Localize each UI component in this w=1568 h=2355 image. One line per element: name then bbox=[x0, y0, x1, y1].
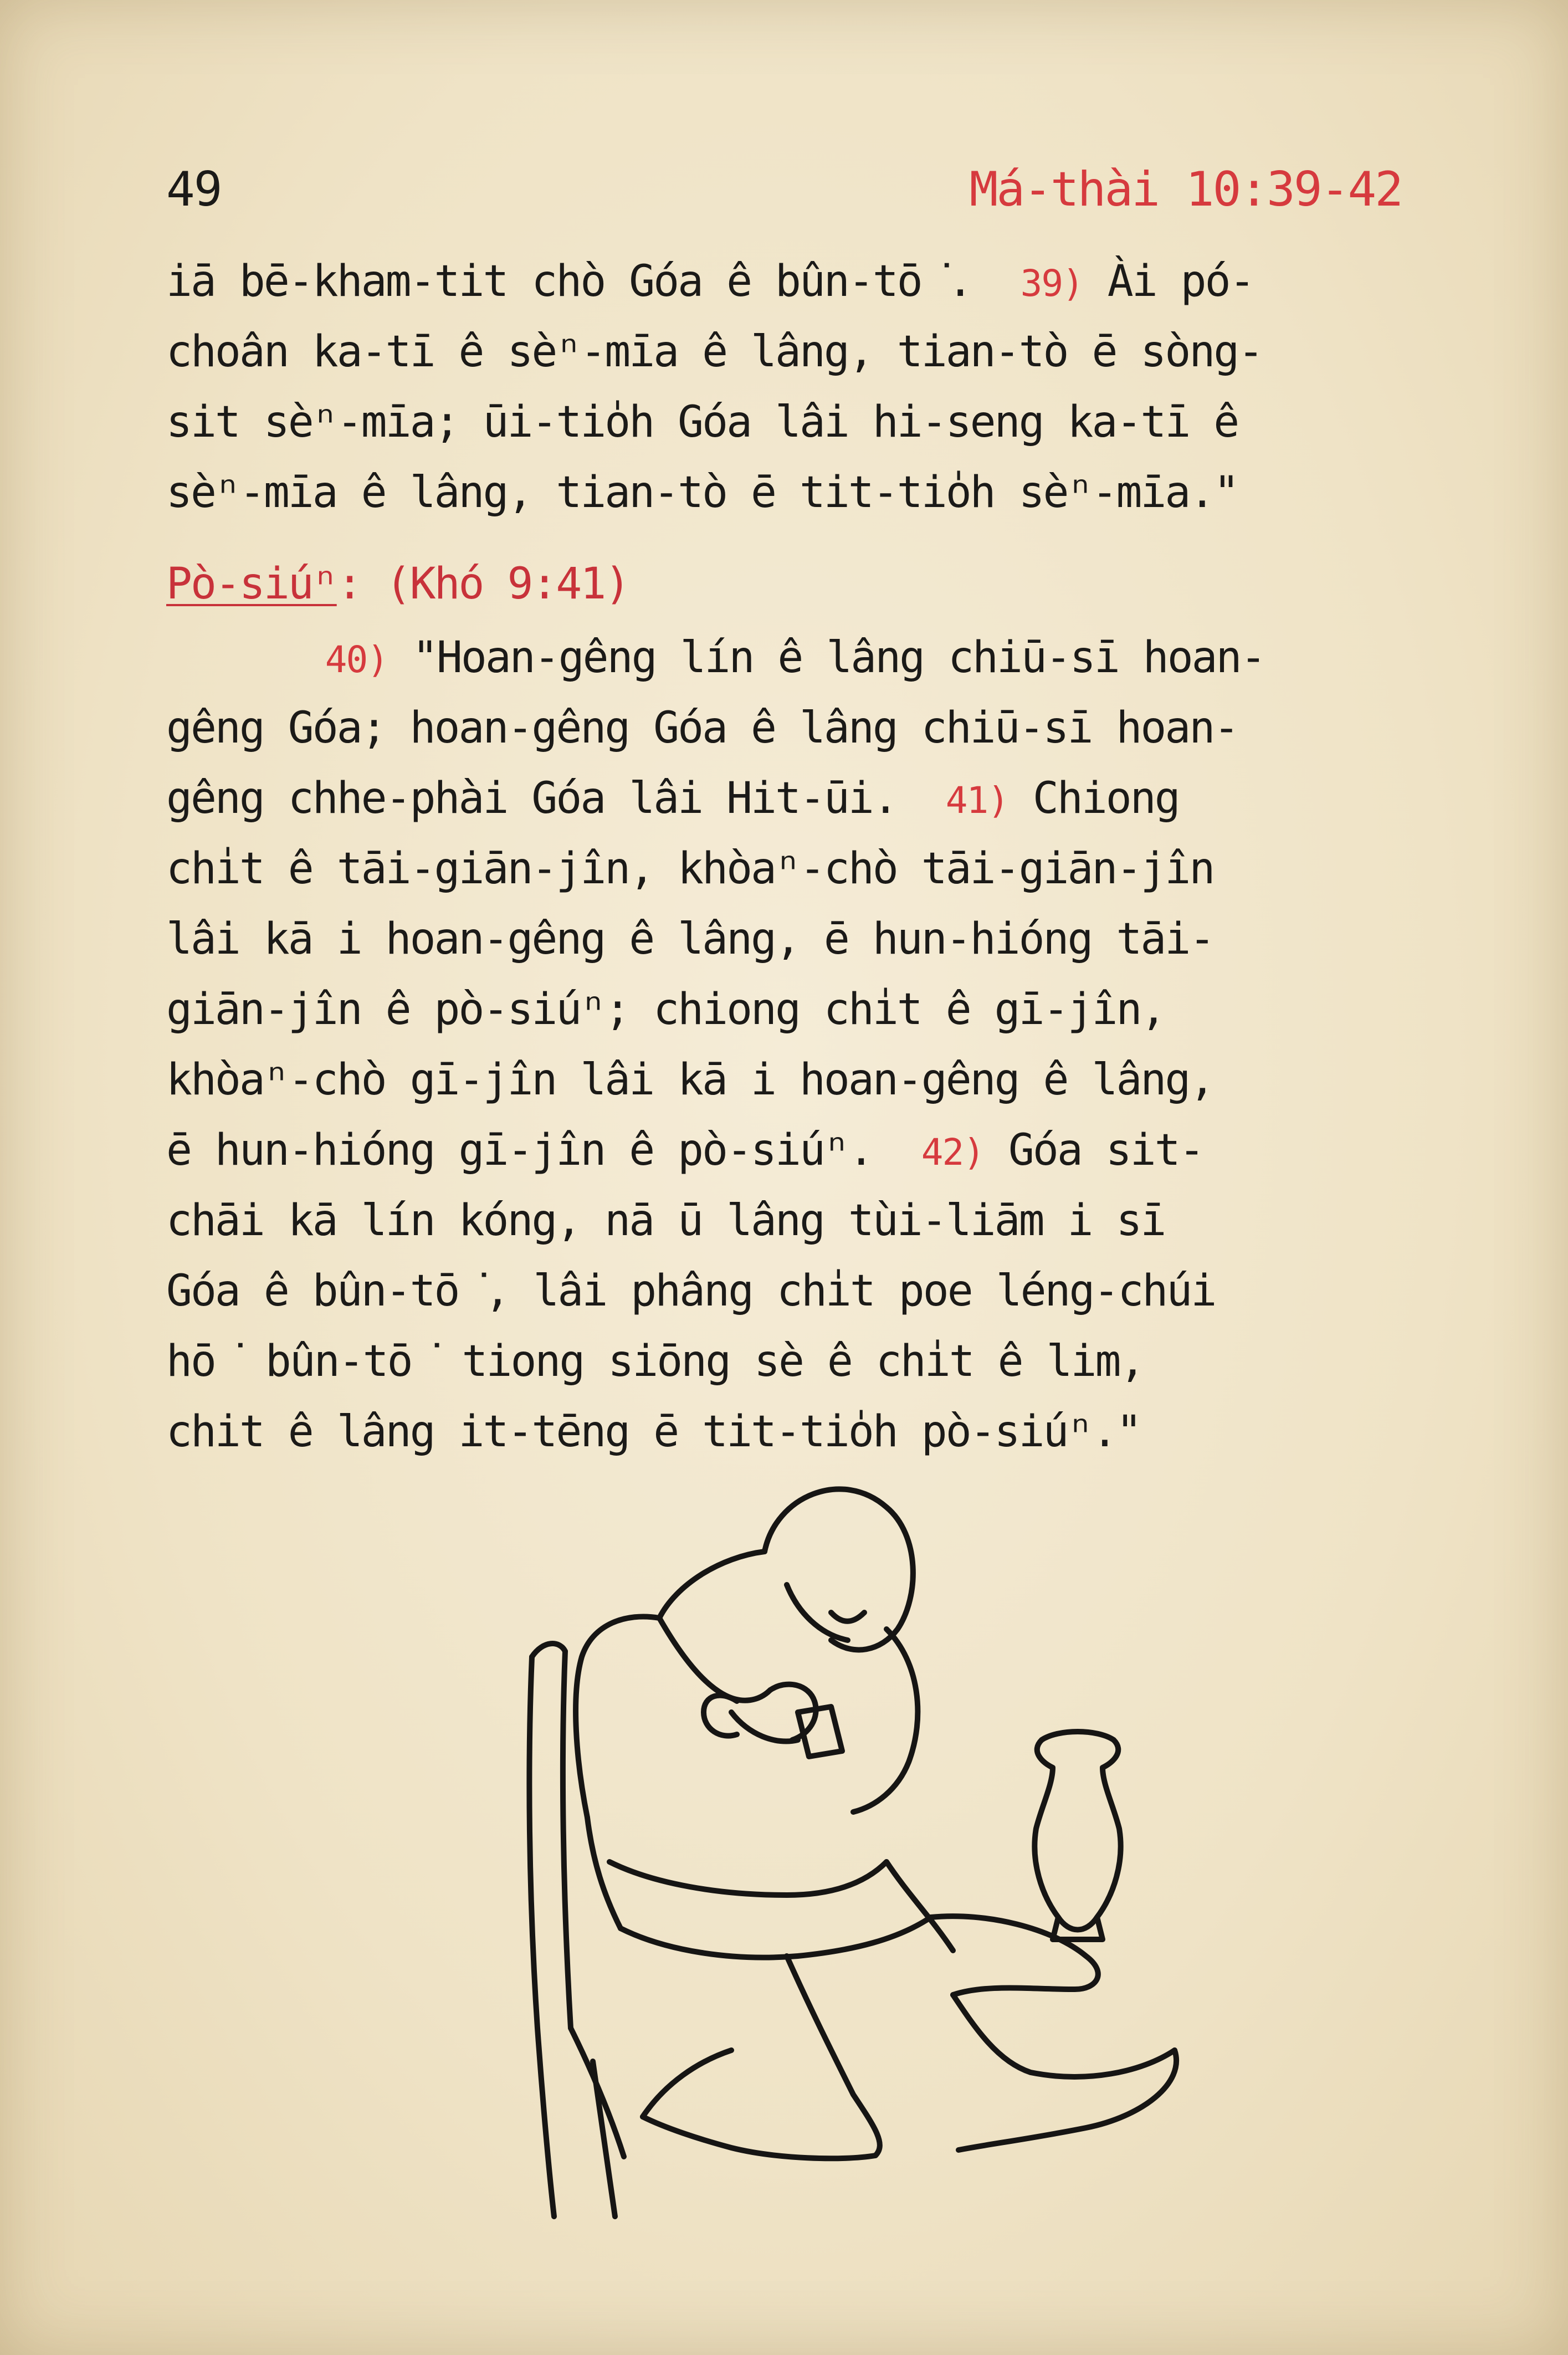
text-line bbox=[166, 764, 1441, 834]
text-span: lâi kā i hoan-gêng ê lâng, ē hun-hióng tāi- bbox=[166, 914, 1214, 964]
text-span: khòaⁿ-chò gī-jîn lâi kā i hoan-gêng ê lâng, bbox=[166, 1055, 1214, 1105]
verse-number: 41) bbox=[945, 779, 1008, 822]
text-line bbox=[166, 623, 1441, 693]
verse-number: 40) bbox=[325, 638, 388, 681]
scripture-text bbox=[166, 247, 1441, 1467]
text-line bbox=[166, 1256, 1441, 1327]
text-span: iā bē-kham-tit chò Góa ê bûn-tō͘. bbox=[166, 257, 1021, 306]
text-span: chāi kā lín kóng, nā ū lâng tùi-liām i sī bbox=[166, 1196, 1165, 1246]
text-line bbox=[166, 1115, 1441, 1186]
text-line bbox=[166, 1397, 1441, 1467]
text-span: gêng Góa; hoan-gêng Góa ê lâng chiū-sī hoan- bbox=[166, 703, 1238, 753]
text-line bbox=[166, 975, 1441, 1045]
text-span: ē hun-hióng gī-jîn ê pò-siúⁿ. bbox=[166, 1125, 921, 1175]
text-line bbox=[166, 317, 1441, 387]
text-line bbox=[166, 1045, 1441, 1115]
seated-figure-with-vase-illustration bbox=[499, 1474, 1285, 2250]
text-line bbox=[166, 458, 1441, 528]
text-span: Ài pó- bbox=[1083, 257, 1254, 306]
section-heading bbox=[166, 549, 1441, 620]
text-line bbox=[166, 834, 1441, 904]
text-span: sèⁿ-mīa ê lâng, tian-tò ē tit-tio̍h sèⁿ-mīa." bbox=[166, 468, 1238, 518]
text-line bbox=[166, 247, 1441, 317]
text-line bbox=[166, 1327, 1441, 1397]
text-span: giān-jîn ê pò-siúⁿ; chiong chi̍t ê gī-jîn, bbox=[166, 985, 1165, 1035]
text-span: chit ê lâng it-tēng ē tit-tio̍h pò-siúⁿ." bbox=[166, 1407, 1141, 1457]
running-head: Má-thài 10:39-42 bbox=[969, 162, 1402, 217]
verse-number: 39) bbox=[1020, 262, 1083, 305]
text-span: Chiong bbox=[1008, 774, 1179, 823]
text-span: sit sèⁿ-mīa; ūi-tio̍h Góa lâi hi-seng ka-tī ê bbox=[166, 397, 1238, 447]
page-header bbox=[166, 156, 1402, 223]
text-line bbox=[166, 904, 1441, 975]
page-number: 49 bbox=[166, 162, 222, 217]
text-span: Góa ê bûn-tō͘, lâi phâng chi̍t poe léng-chúi bbox=[166, 1266, 1216, 1316]
text-line bbox=[166, 693, 1441, 764]
text-span: gêng chhe-phài Góa lâi Hit-ūi. bbox=[166, 774, 946, 823]
text-span: choân ka-tī ê sèⁿ-mīa ê lâng, tian-tò ē sòng- bbox=[166, 327, 1263, 377]
text-line bbox=[166, 1186, 1441, 1256]
section-heading-title: Pò-siúⁿ bbox=[166, 559, 337, 609]
text-span: chi̍t ê tāi-giān-jîn, khòaⁿ-chò tāi-giān-jîn bbox=[166, 844, 1214, 894]
text-span: hō͘ bûn-tō͘ tiong siōng sè ê chi̍t ê lim, bbox=[166, 1337, 1144, 1386]
text-span: Góa sit- bbox=[983, 1125, 1203, 1175]
text-span: "Hoan-gêng lín ê lâng chiū-sī hoan- bbox=[388, 633, 1265, 683]
section-heading-reference: : (Khó 9:41) bbox=[336, 559, 629, 609]
text-line bbox=[166, 387, 1441, 458]
verse-number: 42) bbox=[921, 1131, 984, 1174]
